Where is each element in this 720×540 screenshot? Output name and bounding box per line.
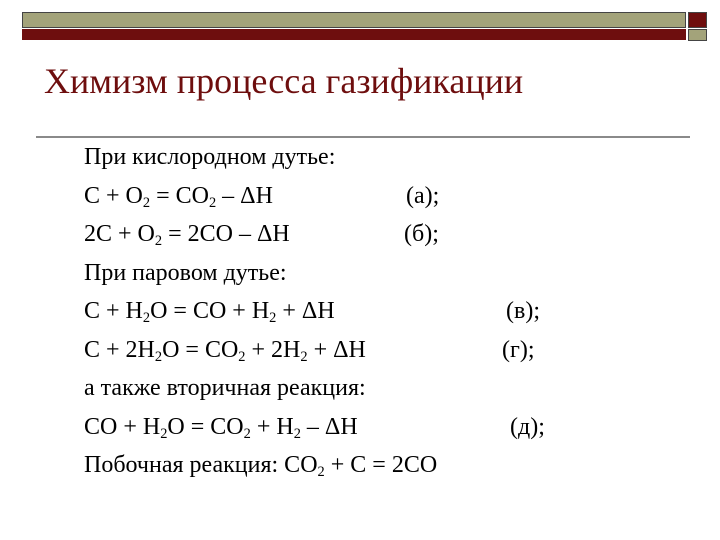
equation-line-a [84, 177, 440, 216]
subscript: 2 [154, 348, 163, 365]
side-reaction-line [84, 446, 437, 485]
subscript: 2 [142, 310, 151, 327]
eq-text: C + O [84, 182, 143, 209]
eq-text: + C = 2CO [324, 452, 438, 478]
slide-title: Химизм процесса газификации [44, 61, 524, 101]
equation-tag: (д); [510, 413, 545, 440]
eq-text: + ΔH [307, 336, 366, 363]
eq-text: – ΔH [300, 413, 358, 440]
line-text: При кислородном дутье: [84, 144, 336, 170]
equation-tag: (в); [506, 298, 540, 324]
subscript: 2 [142, 194, 151, 211]
eq-text: C + 2H [84, 336, 155, 363]
eq-text: = CO [150, 182, 209, 209]
slide-body [84, 138, 545, 485]
equation-line-g [84, 331, 535, 370]
subscript: 2 [238, 348, 246, 365]
eq-text: O = CO + H [150, 298, 270, 324]
text-line [84, 138, 437, 177]
eq-text: = 2CO – ΔH [162, 221, 290, 247]
subscript: 2 [300, 348, 308, 365]
header-square-olive [688, 29, 707, 41]
subscript: 2 [317, 464, 325, 481]
subscript: 2 [160, 425, 168, 442]
eq-text: + H [250, 413, 294, 440]
subscript: 2 [269, 310, 277, 327]
header-bar-olive [22, 12, 686, 28]
eq-text: – ΔH [216, 182, 273, 209]
equation-tag: (б); [404, 221, 439, 247]
eq-text: Побочная реакция: CO [84, 452, 318, 478]
equation-tag: (г); [502, 336, 535, 363]
text-line [84, 369, 437, 408]
eq-text: O = CO [167, 413, 244, 440]
equation-tag: (а); [406, 182, 440, 209]
header-square-maroon [688, 12, 707, 28]
subscript: 2 [208, 194, 217, 211]
subscript: 2 [293, 425, 301, 442]
header-bar-maroon [22, 29, 686, 40]
line-text: а также вторичная реакция: [84, 375, 366, 401]
eq-text: CO + H [84, 413, 161, 440]
equation-line-b [84, 215, 437, 254]
text-line [84, 254, 437, 293]
equation-line-v [84, 292, 540, 331]
line-text: При паровом дутье: [84, 259, 287, 286]
subscript: 2 [243, 425, 251, 442]
eq-text: 2C + O [84, 221, 155, 247]
eq-text: + 2H [245, 336, 301, 363]
eq-text: O = CO [162, 336, 239, 363]
eq-text: + ΔH [276, 298, 335, 324]
eq-text: C + H [84, 298, 143, 324]
equation-line-d [84, 408, 545, 447]
subscript: 2 [154, 233, 163, 250]
